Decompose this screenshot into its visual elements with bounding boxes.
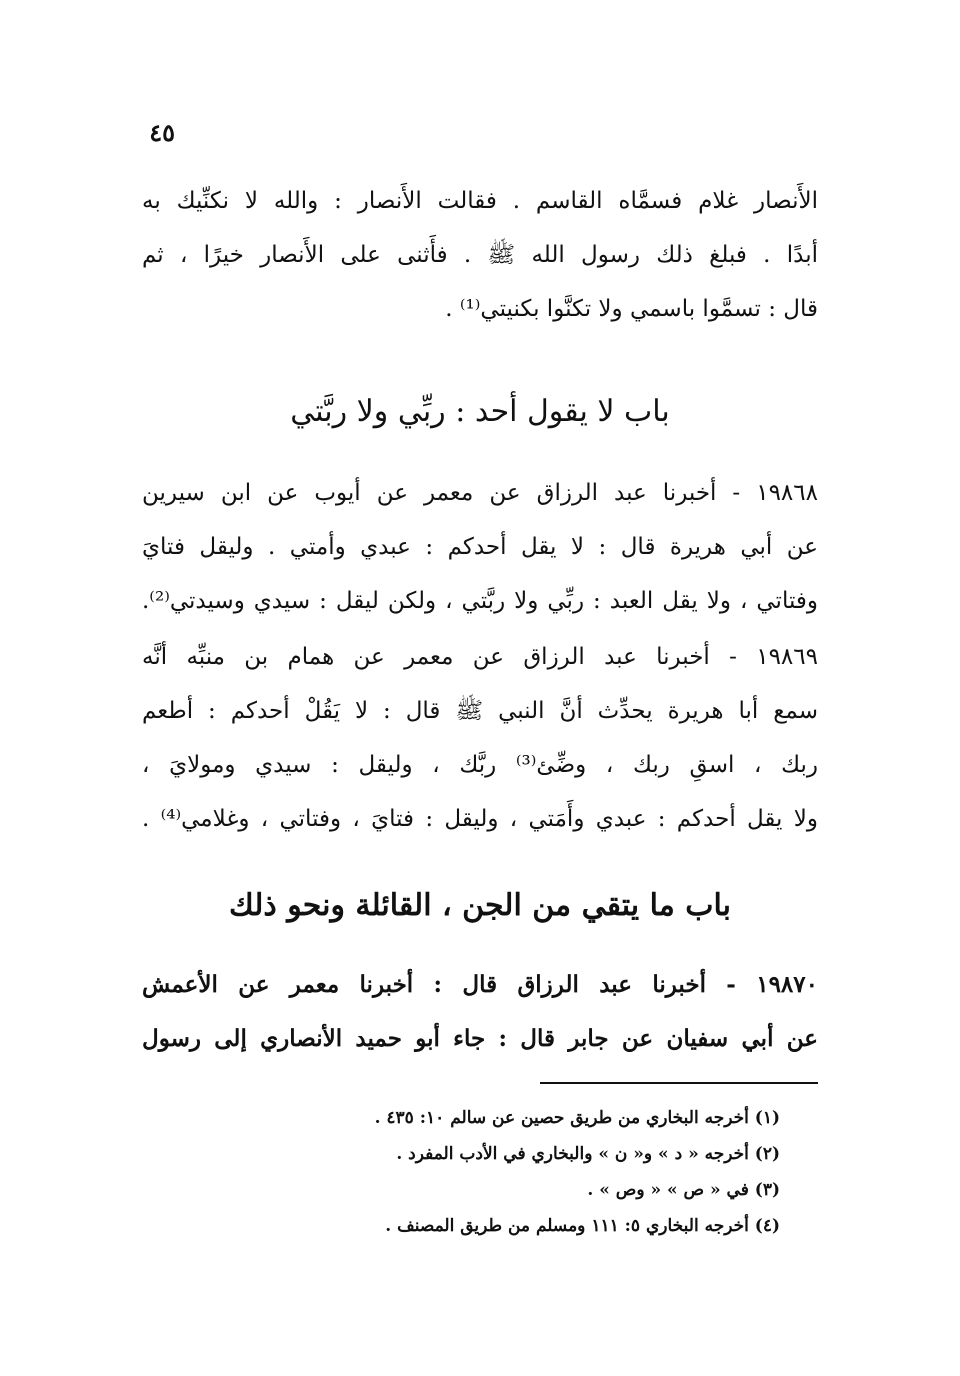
hadith-19869 bbox=[142, 630, 818, 846]
text-line: قال : تسمَّوا باسمي ولا تكنَّوا بكنيتي⁽¹⁾ . bbox=[445, 296, 818, 322]
text-line: ١٩٨٦٩ - أخبرنا عبد الرزاق عن معمر عن همام بن منبِّه أنَّه bbox=[142, 644, 818, 670]
text-line: ولا يقل أحدكم : عبدي وأَمَتي ، وليقل : فتايَ ، وفتاتي ، وغلامي⁽⁴⁾ . bbox=[142, 806, 818, 832]
footnote: (٢) أخرجه « د » و« ن » والبخاري في الأدب المفرد . bbox=[396, 1144, 780, 1164]
text-line: ١٩٨٦٨ - أخبرنا عبد الرزاق عن معمر عن أيوب عن ابن سيرين bbox=[142, 480, 818, 506]
text-line: عن أبي سفيان عن جابر قال : جاء أبو حميد الأنصاري إلى رسول bbox=[142, 1025, 818, 1052]
footnote: (٣) في « ص » « وص » . bbox=[587, 1180, 780, 1200]
section-heading: باب ما يتقي من الجن ، القائلة ونحو ذلك bbox=[229, 888, 731, 923]
text-line: الأَنصار غلام فسمَّاه القاسم . فقالت الأَنصار : والله لا نكنِّيك به bbox=[142, 188, 818, 214]
text-line: ١٩٨٧٠ - أخبرنا عبد الرزاق قال : أخبرنا معمر عن الأعمش bbox=[142, 971, 818, 998]
hadith-19870 bbox=[142, 958, 818, 1066]
footnote-separator bbox=[540, 1082, 818, 1084]
hadith-19868 bbox=[142, 466, 818, 628]
footnote: (٤) أخرجه البخاري ٥: ١١١ ومسلم من طريق المصنف . bbox=[385, 1216, 780, 1236]
section-heading: باب لا يقول أحد : ربِّي ولا ربَّتي bbox=[290, 394, 670, 429]
text-line: سمع أبا هريرة يحدِّث أنَّ النبي ﷺ قال : لا يَقُلْ أحدكم : أطعم bbox=[142, 698, 818, 724]
text-line: عن أبي هريرة قال : لا يقل أحدكم : عبدي وأمتي . وليقل فتايَ bbox=[142, 534, 818, 560]
text-line: وفتاتي ، ولا يقل العبد : ربِّي ولا ربَّتي ، ولكن ليقل : سيدي وسيدتي⁽²⁾. bbox=[142, 588, 818, 614]
intro-paragraph bbox=[142, 174, 818, 336]
text-line: أبدًا . فبلغ ذلك رسول الله ﷺ . فأَثنى على الأَنصار خيرًا ، ثم bbox=[142, 242, 818, 268]
text-line: ربك ، اسقِ ربك ، وضِّئ⁽³⁾ ربَّك ، وليقل : سيدي ومولايَ ، bbox=[142, 752, 818, 778]
footnotes bbox=[180, 1100, 780, 1244]
page-number: ٤٥ bbox=[149, 118, 175, 147]
footnote: (١) أخرجه البخاري من طريق حصين عن سالم ١٠: ٤٣٥ . bbox=[374, 1108, 780, 1128]
